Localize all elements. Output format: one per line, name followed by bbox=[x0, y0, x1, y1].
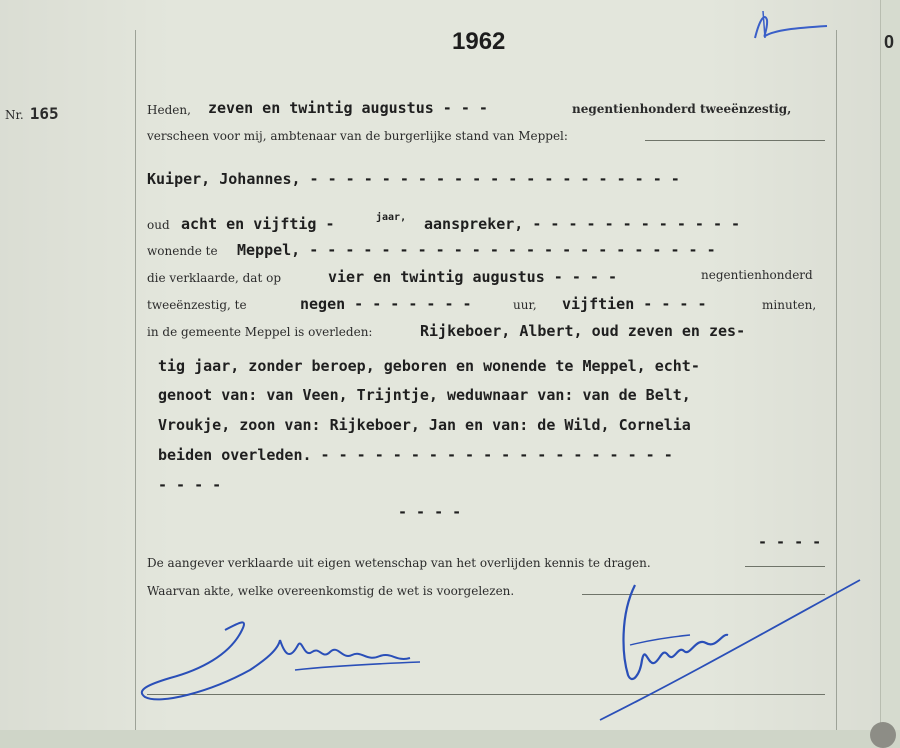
heden-label: Heden, bbox=[147, 103, 191, 117]
record-number-label: Nr. bbox=[5, 108, 24, 122]
right-signature bbox=[560, 575, 870, 725]
binding-hole bbox=[870, 722, 896, 748]
left-signature-text: J. Kuiper bbox=[280, 708, 284, 709]
occupation-typed: aanspreker, - - - - - - - - - - - - bbox=[424, 215, 741, 233]
left-signature bbox=[130, 600, 430, 710]
minuten-label: minuten, bbox=[762, 298, 817, 312]
verscheen-text: verscheen voor mij, ambtenaar van de burgerlijke stand van Meppel: bbox=[147, 129, 568, 143]
declarant-name: Kuiper, Johannes, - - - - - - - - - - - - - - - - - - - - - bbox=[147, 170, 680, 188]
deceased-typed: Rijkeboer, Albert, oud zeven en zes- bbox=[420, 322, 746, 340]
body-line-2: genoot van: van Veen, Trijntje, weduwnaar van: van de Belt, bbox=[158, 386, 691, 404]
gemeente-label: in de gemeente Meppel is overleden: bbox=[147, 325, 373, 339]
fill-rule bbox=[645, 140, 825, 141]
waarvan-text: Waarvan akte, welke overeenkomstig de wet is voorgelezen. bbox=[147, 584, 515, 598]
hour-typed: negen - - - - - - - bbox=[300, 295, 472, 313]
body-line-4: beiden overleden. - - - - - - - - - - - - - - - - - - - - bbox=[158, 446, 673, 464]
wonende-label: wonende te bbox=[147, 244, 218, 258]
minutes-typed: vijftien - - - - bbox=[562, 295, 707, 313]
body-line-3: Vroukje, zoon van: Rijkeboer, Jan en van: de Wild, Cornelia bbox=[158, 416, 691, 434]
document-year: 1962 bbox=[452, 28, 506, 55]
body-line-5: - - - - bbox=[158, 476, 222, 494]
fill-rule bbox=[745, 566, 825, 567]
age-typed: acht en vijftig - bbox=[181, 215, 335, 233]
death-date-typed: vier en twintig augustus - - - - bbox=[328, 268, 617, 286]
record-number bbox=[5, 104, 59, 123]
oud-label: oud bbox=[147, 218, 170, 232]
right-signature-text: Verkerk bbox=[710, 723, 714, 724]
tweeenzestig-label: tweeënzestig, te bbox=[147, 298, 247, 312]
verklaarde-label: die verklaarde, dat op bbox=[147, 271, 281, 285]
filler-center: - - - - bbox=[398, 503, 462, 521]
ink-mark-icon bbox=[735, 8, 835, 48]
margin-mark: 0 bbox=[884, 32, 895, 52]
date-typed: zeven en twintig augustus - - - bbox=[208, 99, 488, 117]
aangever-text: De aangever verklaarde uit eigen wetenschap van het overlijden kennis te dragen. bbox=[147, 556, 651, 570]
uur-label: uur, bbox=[513, 298, 537, 312]
page-edge bbox=[880, 0, 900, 730]
date-printed: negentienhonderd tweeënzestig, bbox=[572, 102, 792, 116]
jaar-label: jaar, bbox=[376, 212, 407, 223]
death-year-printed: negentienhonderd bbox=[701, 268, 813, 282]
record-number-value: 165 bbox=[29, 104, 59, 123]
filler-right: - - - - bbox=[758, 533, 822, 551]
body-line-1: tig jaar, zonder beroep, geboren en wonende te Meppel, echt- bbox=[158, 357, 700, 375]
residence-typed: Meppel, - - - - - - - - - - - - - - - - - - - - - - - bbox=[237, 241, 716, 259]
